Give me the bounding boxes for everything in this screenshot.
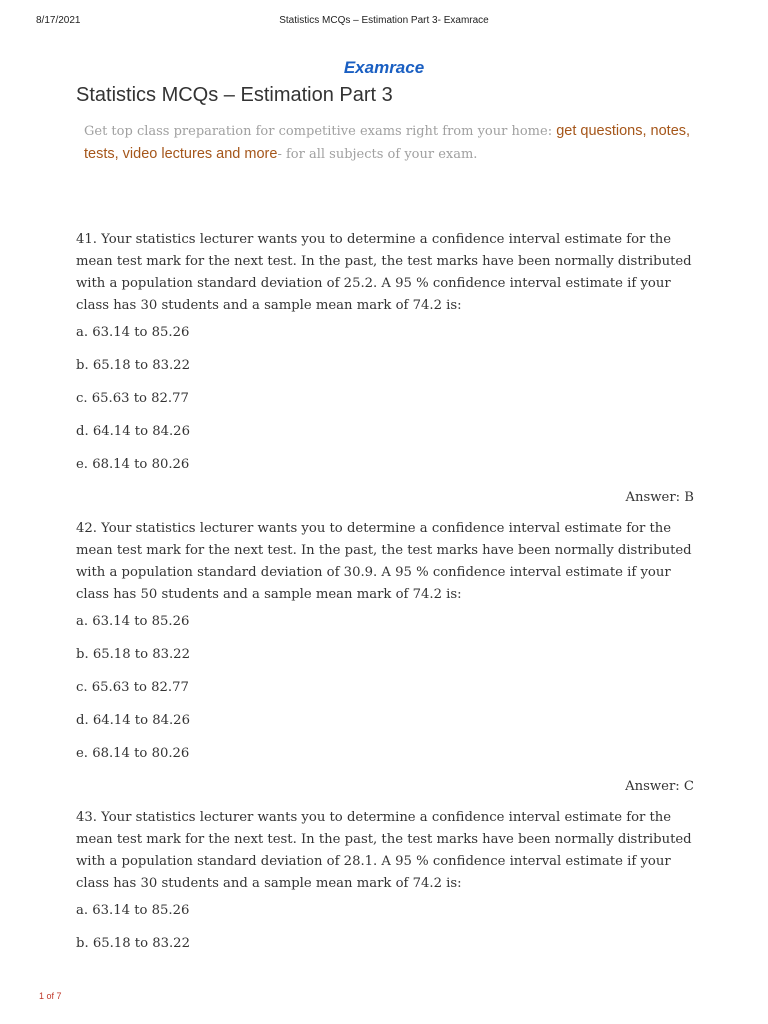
promo-lead: Get top class preparation for competitive exams right from your home: <box>84 124 557 139</box>
print-date: 8/17/2021 <box>36 15 81 26</box>
option: c. 65.63 to 82.77 <box>76 680 189 695</box>
promo-tail: - for all subjects of your exam. <box>277 147 478 162</box>
question-stem: 42. Your statistics lecturer wants you to determine a confidence interval estimate for the mean test mark for the next test. In the past, the test marks have been normally distributed with a population standard deviation of 30.9. A 95 % confidence interval estimate if your class has 50 students and a sample mean mark of 74.2 is: <box>76 521 692 602</box>
question <box>76 518 694 798</box>
promo-box <box>76 120 696 170</box>
option-list <box>76 900 694 955</box>
option: b. 65.18 to 83.22 <box>76 358 190 373</box>
question-stem: 43. Your statistics lecturer wants you to determine a confidence interval estimate for the mean test mark for the next test. In the past, the test marks have been normally distributed with a population standard deviation of 28.1. A 95 % confidence interval estimate if your class has 30 students and a sample mean mark of 74.2 is: <box>76 810 692 891</box>
option: a. 63.14 to 85.26 <box>76 614 190 629</box>
option: e. 68.14 to 80.26 <box>76 457 190 472</box>
answer: Answer: C <box>625 779 694 794</box>
option-list <box>76 611 694 765</box>
answer: Answer: B <box>625 490 694 505</box>
option: d. 64.14 to 84.26 <box>76 424 190 439</box>
promo-text <box>76 120 696 166</box>
option-list <box>76 322 694 476</box>
option: e. 68.14 to 80.26 <box>76 746 190 761</box>
print-header <box>0 15 768 31</box>
option: b. 65.18 to 83.22 <box>76 936 190 951</box>
option: b. 65.18 to 83.22 <box>76 647 190 662</box>
option: a. 63.14 to 85.26 <box>76 903 190 918</box>
question-list <box>76 229 694 966</box>
promo-link[interactable]: get questions, notes, tests, video lectures and more <box>84 123 691 162</box>
print-title: Statistics MCQs – Estimation Part 3- Examrace <box>279 15 489 26</box>
question <box>76 229 694 509</box>
question <box>76 807 694 955</box>
brand-logo[interactable]: Examrace <box>343 58 425 77</box>
option: a. 63.14 to 85.26 <box>76 325 190 340</box>
page-title: Statistics MCQs – Estimation Part 3 <box>76 84 393 106</box>
option: d. 64.14 to 84.26 <box>76 713 190 728</box>
option: c. 65.63 to 82.77 <box>76 391 189 406</box>
question-stem: 41. Your statistics lecturer wants you to determine a confidence interval estimate for the mean test mark for the next test. In the past, the test marks have been normally distributed with a population standard deviation of 25.2. A 95 % confidence interval estimate if your class has 30 students and a sample mean mark of 74.2 is: <box>76 232 692 313</box>
page-indicator: 1 of 7 <box>39 991 62 1001</box>
